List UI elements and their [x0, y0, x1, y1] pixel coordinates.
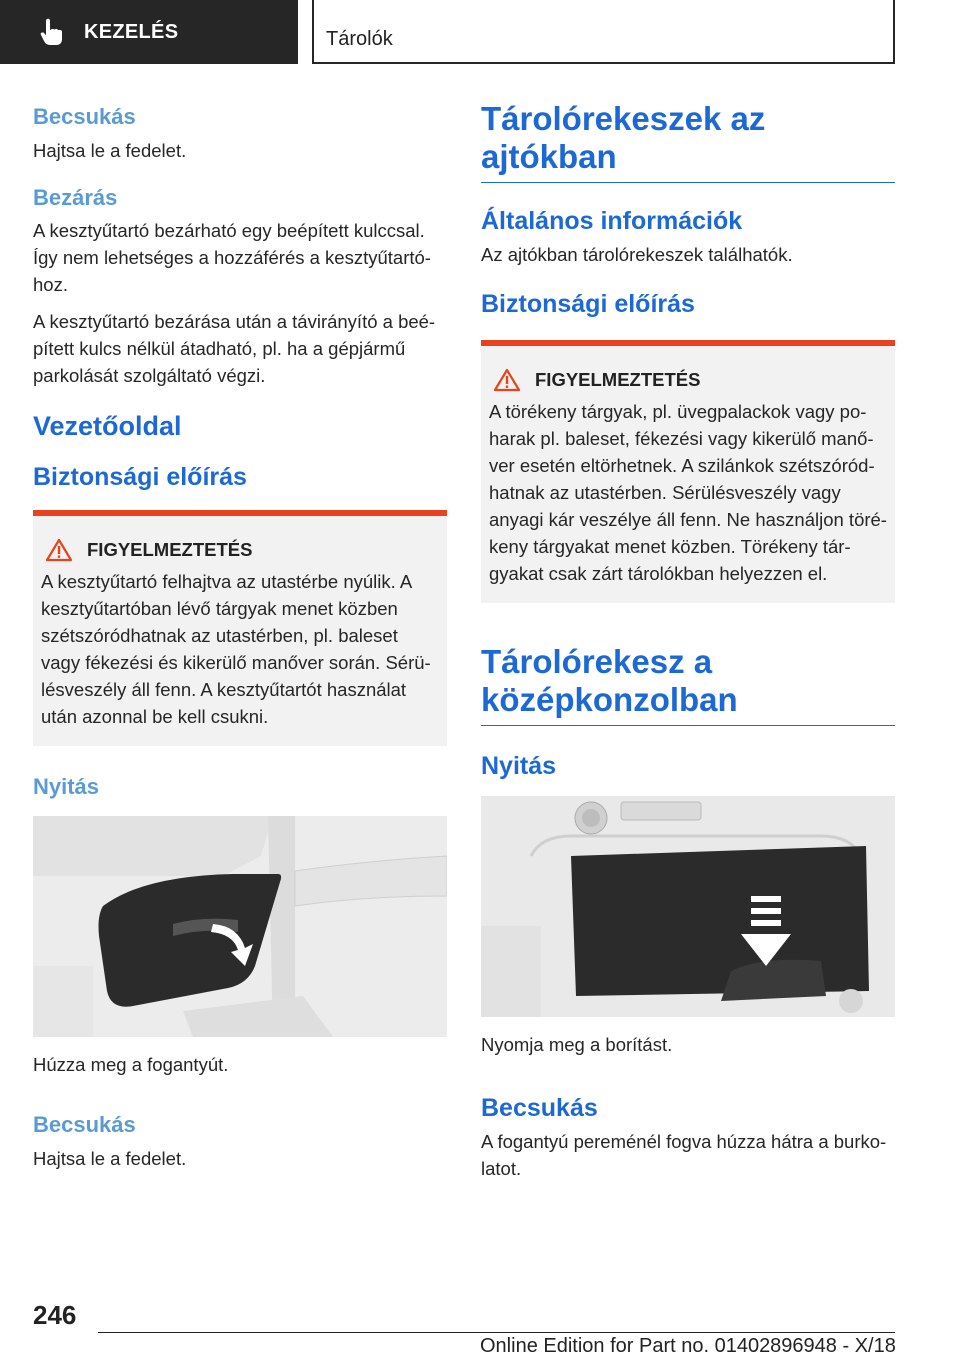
closing-heading-2: Becsukás	[33, 1112, 136, 1137]
general-info-text: Az ajtókban tárolórekeszek találhatók.	[481, 244, 793, 265]
warning-box	[33, 510, 447, 746]
console-illustration	[481, 796, 895, 1017]
opening-heading: Nyitás	[33, 774, 100, 799]
locking-paragraph-2: A kesztyűtartó bezárása után a távirányító a beé-pített kulcs nélkül átadható, pl. ha a gépjármű parkolását szolgáltató végzi.	[33, 311, 436, 386]
right-column	[481, 100, 895, 1182]
footer-rule	[98, 1332, 895, 1333]
driver-side-heading: Vezetőoldal	[33, 411, 182, 441]
safety-heading: Biztonsági előírás	[33, 463, 247, 491]
locking-heading: Bezárás	[33, 185, 118, 210]
closing-heading-right: Becsukás	[481, 1094, 598, 1122]
chapter-label: Tárolók	[326, 28, 393, 50]
warning-triangle-icon	[45, 538, 73, 562]
warning-triangle-icon	[493, 368, 521, 392]
locking-paragraph-1: A kesztyűtartó bezárható egy beépített kulccsal. Így nem lehetséges a hozzáférés a kesztyűtartó-hoz.	[33, 220, 431, 295]
general-info-heading: Általános információk	[481, 207, 743, 235]
warning-box-right	[481, 340, 895, 603]
glovebox-caption: Húzza meg a fogantyút.	[33, 1054, 229, 1075]
closing-text-2: Hajtsa le a fedelet.	[33, 1148, 187, 1169]
glovebox-illustration	[33, 816, 447, 1037]
console-compartment-heading: Tárolórekesz a középkonzolban	[481, 643, 895, 726]
warning-text: A kesztyűtartó felhajtva az utastérbe nyúlik. A kesztyűtartóban lévő tárgyak menet közben szétszóródhatnak az utastérben, pl. baleset vagy fékezési és kikerülő manőver során. Sérü-lésveszély áll fenn. A kesztyűtartót használat után azonnal be kell csukni.	[41, 571, 431, 727]
edition-note: Online Edition for Part no. 01402896948 - X/18	[480, 1335, 896, 1357]
warning-title: FIGYELMEZTETÉS	[87, 539, 253, 560]
warning-text-right: A törékeny tárgyak, pl. üvegpalackok vagy po-harak pl. baleset, fékezési vagy kikerülő manő-ver esetén eltörhetnek. A szilánkok szétszóród-hatnak az utastérben. Sérülésveszély vagy anyagi kár veszélye áll fenn. Ne használjon töré-keny tárgyakat menet közben. Törékeny tár-gyakat csak zárt tárolókban helyezzen el.	[489, 401, 887, 584]
console-caption: Nyomja meg a borítást.	[481, 1034, 673, 1055]
safety-heading-right: Biztonsági előírás	[481, 290, 695, 318]
closing-text-right: A fogantyú pereménél fogva húzza hátra a burko-latot.	[481, 1131, 887, 1179]
warning-header-right	[489, 368, 887, 392]
opening-heading-right: Nyitás	[481, 752, 557, 780]
section-tab	[0, 0, 298, 64]
hand-pointer-icon	[38, 17, 66, 47]
left-column	[33, 100, 447, 1172]
warning-title-right: FIGYELMEZTETÉS	[535, 369, 701, 390]
page-number: 246	[33, 1300, 77, 1330]
warning-header	[41, 538, 439, 562]
section-label: KEZELÉS	[84, 20, 179, 43]
chapter-box	[312, 0, 895, 64]
closing-heading: Becsukás	[33, 104, 136, 129]
door-compartments-heading: Tárolórekeszek az ajtókban	[481, 100, 895, 183]
closing-text: Hajtsa le a fedelet.	[33, 140, 187, 161]
